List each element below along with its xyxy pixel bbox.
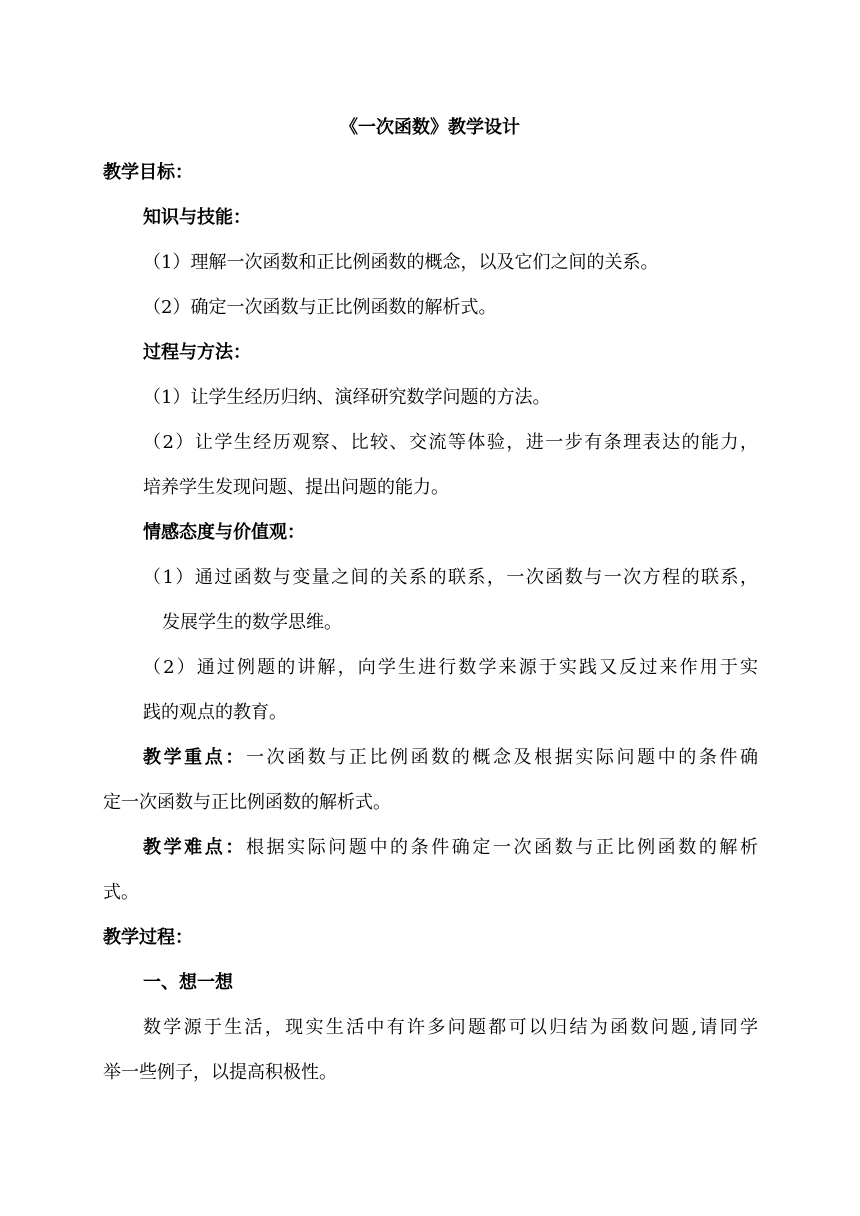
emotion-heading: 情感态度与价值观： <box>143 522 305 543</box>
teaching-process-heading: 教学过程： <box>103 927 193 948</box>
process-method-item-1: （1）让学生经历归纳、演绎研究数学问题的方法。 <box>143 387 551 408</box>
key-point-label: 教学重点： <box>143 747 246 768</box>
section-1-heading: 一、想一想 <box>143 972 233 993</box>
difficulty-line-1 <box>143 836 758 860</box>
knowledge-item-2: （2）确定一次函数与正比例函数的解析式。 <box>143 297 497 318</box>
difficulty-label: 教学难点： <box>143 837 246 858</box>
key-point-line-1 <box>143 746 758 770</box>
section-1-line-1: 数学源于生活，现实生活中有许多问题都可以归结为函数问题,请同学 <box>143 1017 758 1038</box>
knowledge-item-1: （1）理解一次函数和正比例函数的概念，以及它们之间的关系。 <box>143 252 659 273</box>
emotion-item-2-line-2: 践的观点的教育。 <box>143 702 287 723</box>
difficulty-line-2: 式。 <box>103 882 139 903</box>
process-method-heading: 过程与方法： <box>143 342 251 363</box>
key-point-text: 一次函数与正比例函数的概念及根据实际问题中的条件确 <box>245 747 759 768</box>
difficulty-text: 根据实际问题中的条件确定一次函数与正比例函数的解析 <box>245 837 759 858</box>
document-title: 《一次函数》教学设计 <box>340 117 520 138</box>
emotion-item-2-line-1: （2）通过例题的讲解，向学生进行数学来源于实践又反过来作用于实 <box>143 657 758 678</box>
section-1-line-2: 举一些例子，以提高积极性。 <box>103 1062 337 1083</box>
process-method-item-2-line-1: （2）让学生经历观察、比较、交流等体验，进一步有条理表达的能力， <box>143 432 758 453</box>
process-method-item-2-line-2: 培养学生发现问题、提出问题的能力。 <box>143 477 449 498</box>
emotion-item-1-line-1: （1）通过函数与变量之间的关系的联系，一次函数与一次方程的联系， <box>143 567 758 588</box>
key-point-line-2: 定一次函数与正比例函数的解析式。 <box>103 792 391 813</box>
knowledge-heading: 知识与技能： <box>143 207 251 228</box>
emotion-item-1-line-2: 发展学生的数学思维。 <box>162 612 342 633</box>
objectives-heading: 教学目标： <box>103 162 193 183</box>
